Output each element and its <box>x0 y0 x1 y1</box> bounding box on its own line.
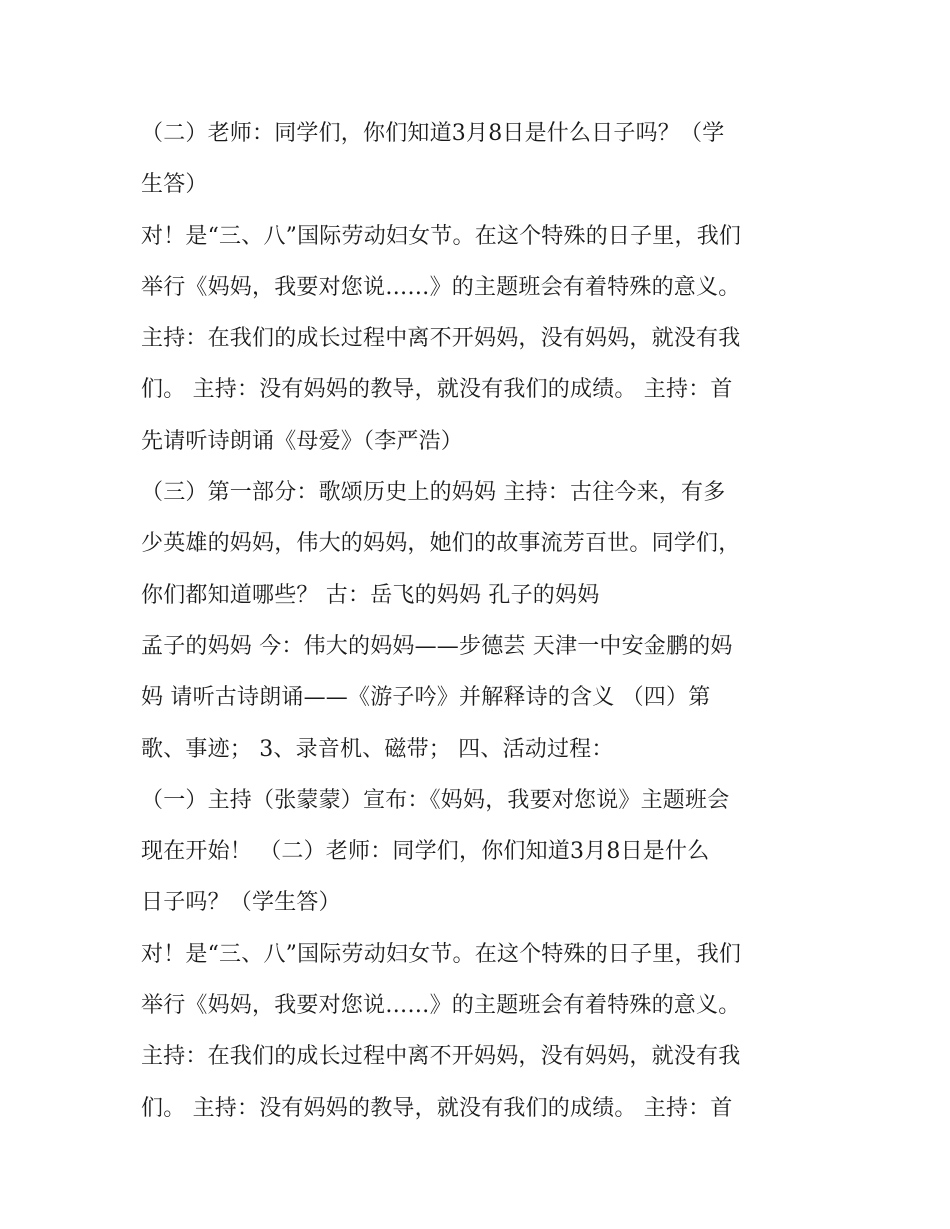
text-line: 先请听诗朗诵《母爱》（李严浩） <box>141 428 464 454</box>
text-line: 对！是“三、八”国际劳动妇女节。在这个特殊的日子里，我们 <box>141 941 742 967</box>
text-line: 你们都知道哪些？ 古：岳飞的妈妈 孔子的妈妈 <box>141 582 600 608</box>
text-line: 们。 主持：没有妈妈的教导，就没有我们的成绩。 主持：首 <box>141 1095 733 1121</box>
text-line: 对！是“三、八”国际劳动妇女节。在这个特殊的日子里，我们 <box>141 223 742 249</box>
text-line: 举行《妈妈，我要对您说……》的主题班会有着特殊的意义。 <box>141 993 741 1019</box>
text-line: 少英雄的妈妈，伟大的妈妈，她们的故事流芳百世。同学们， <box>141 531 741 557</box>
text-line: 歌、事迹； 3、录音机、磁带； 四、活动过程： <box>141 736 614 762</box>
text-line: 生答） <box>141 172 208 198</box>
text-line: 们。 主持：没有妈妈的教导，就没有我们的成绩。 主持：首 <box>141 377 733 403</box>
text-line: 现在开始！ （二）老师：同学们，你们知道3月8日是什么 <box>141 839 710 865</box>
text-line: 日子吗？（学生答） <box>141 890 341 916</box>
text-line: 妈 请听古诗朗诵——《游子吟》并解释诗的含义 （四）第 <box>141 685 711 711</box>
text-line: 主持：在我们的成长过程中离不开妈妈，没有妈妈，就没有我 <box>141 326 741 352</box>
text-line: （二）老师：同学们，你们知道3月8日是什么日子吗？（学 <box>141 121 725 146</box>
text-line: 主持：在我们的成长过程中离不开妈妈，没有妈妈，就没有我 <box>141 1044 741 1070</box>
text-line: （一）主持（张蒙蒙）宣布：《妈妈，我要对您说》主题班会 <box>141 787 730 813</box>
document-body <box>141 108 821 1134</box>
text-line: 举行《妈妈，我要对您说……》的主题班会有着特殊的意义。 <box>141 274 741 300</box>
text-line: （三）第一部分：歌颂历史上的妈妈 主持：古往今来，有多 <box>141 480 726 506</box>
text-line: 孟子的妈妈 今：伟大的妈妈——步德芸 天津一中安金鹏的妈 <box>141 633 733 659</box>
